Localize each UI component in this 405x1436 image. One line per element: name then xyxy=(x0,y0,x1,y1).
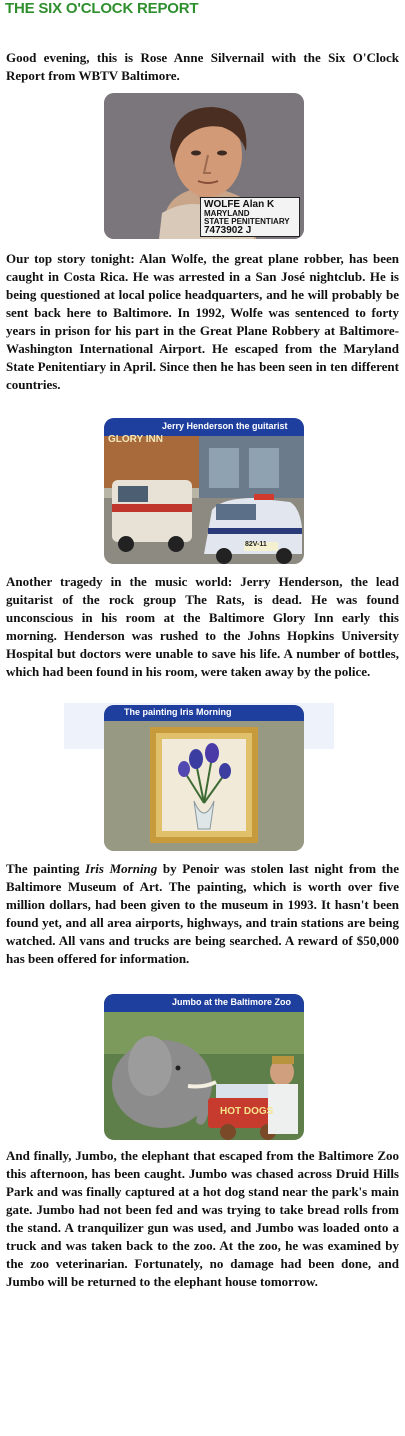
glory-inn-sign: GLORY INN xyxy=(108,434,164,445)
intro-paragraph: Good evening, this is Rose Anne Silvernail with the Six O'Clock Report from WBTV Baltimore. xyxy=(6,50,399,83)
placard-name: WOLFE Alan K xyxy=(204,199,275,210)
placard-line2: STATE PENITENTIARY xyxy=(204,217,290,226)
placard-number: 7473902 J xyxy=(204,225,252,236)
henderson-story-paragraph: Another tragedy in the music world: Jerry Henderson, the lead guitarist of the rock group The Rats, is dead. He was found unconscious in his room at the Baltimore Glory Inn early this morning. Henderson was rushed to the Johns Hopkins University Hospital but doctors were unable to save his life. A number of bottles, which had been found in his room, were taken away by the police. xyxy=(6,574,399,679)
wolfe-story-paragraph: Our top story tonight: Alan Wolfe, the great plane robber, has been caught in Costa Rica. He was arrested in a San José nightclub. He is being questioned at local police headquarters, and he will probably be sent back here to Baltimore. In 1992, Wolfe was sentenced to forty years in prison for his part in the Great Plane Robbery at Baltimore-Washington International Airport. He escaped from the Maryland State Penitentiary in April. Since then he has been seen in ten different countries. xyxy=(6,251,399,392)
hot-dog-cart-sign: HOT DOGS xyxy=(220,1106,274,1117)
painting-story-paragraph xyxy=(6,860,399,968)
painting-caption: The painting Iris Morning xyxy=(124,707,232,717)
painting-title: Iris Morning xyxy=(85,861,158,876)
jumbo-story-paragraph: And finally, Jumbo, the elephant that escaped from the Baltimore Zoo this afternoon, has been caught. Jumbo was chased across Druid Hills Park and was finally captured at a hot dog stand near the park's main gate. Jumbo had not been fed and was trying to take bread rolls from the stand. A tranquilizer gun was used, and Jumbo was loaded onto a truck and was taken back to the zoo. At the zoo, he was examined by the zoo veterinarian. Fortunately, no damage had been done, and Jumbo will be returned to the elephant house tomorrow. xyxy=(6,1148,399,1289)
mugshot-placard xyxy=(200,197,300,237)
placard-line1: MARYLAND xyxy=(204,209,250,218)
wolfe-mugshot-image xyxy=(104,93,304,239)
jumbo-caption: Jumbo at the Baltimore Zoo xyxy=(172,997,292,1007)
painting-text-before: The painting xyxy=(6,861,86,876)
painting-text-after: by Penoir was stolen last night from the Baltimore Museum of Art. The painting, which is worth over five million dollars, had been given to the museum in 1993. It hasn't been found yet, and all area airports, highways, and train stations are being watched. All vans and trucks are being searched. A reward of $50,000 has been offered for information. xyxy=(6,861,399,966)
henderson-caption: Jerry Henderson the guitarist xyxy=(162,421,288,431)
page-title: THE SIX O'CLOCK REPORT xyxy=(5,0,199,17)
painting-image xyxy=(104,705,304,851)
henderson-scene-image xyxy=(104,418,304,564)
police-car-plate: 82V-11 xyxy=(245,541,267,548)
jumbo-elephant-image xyxy=(104,994,304,1140)
